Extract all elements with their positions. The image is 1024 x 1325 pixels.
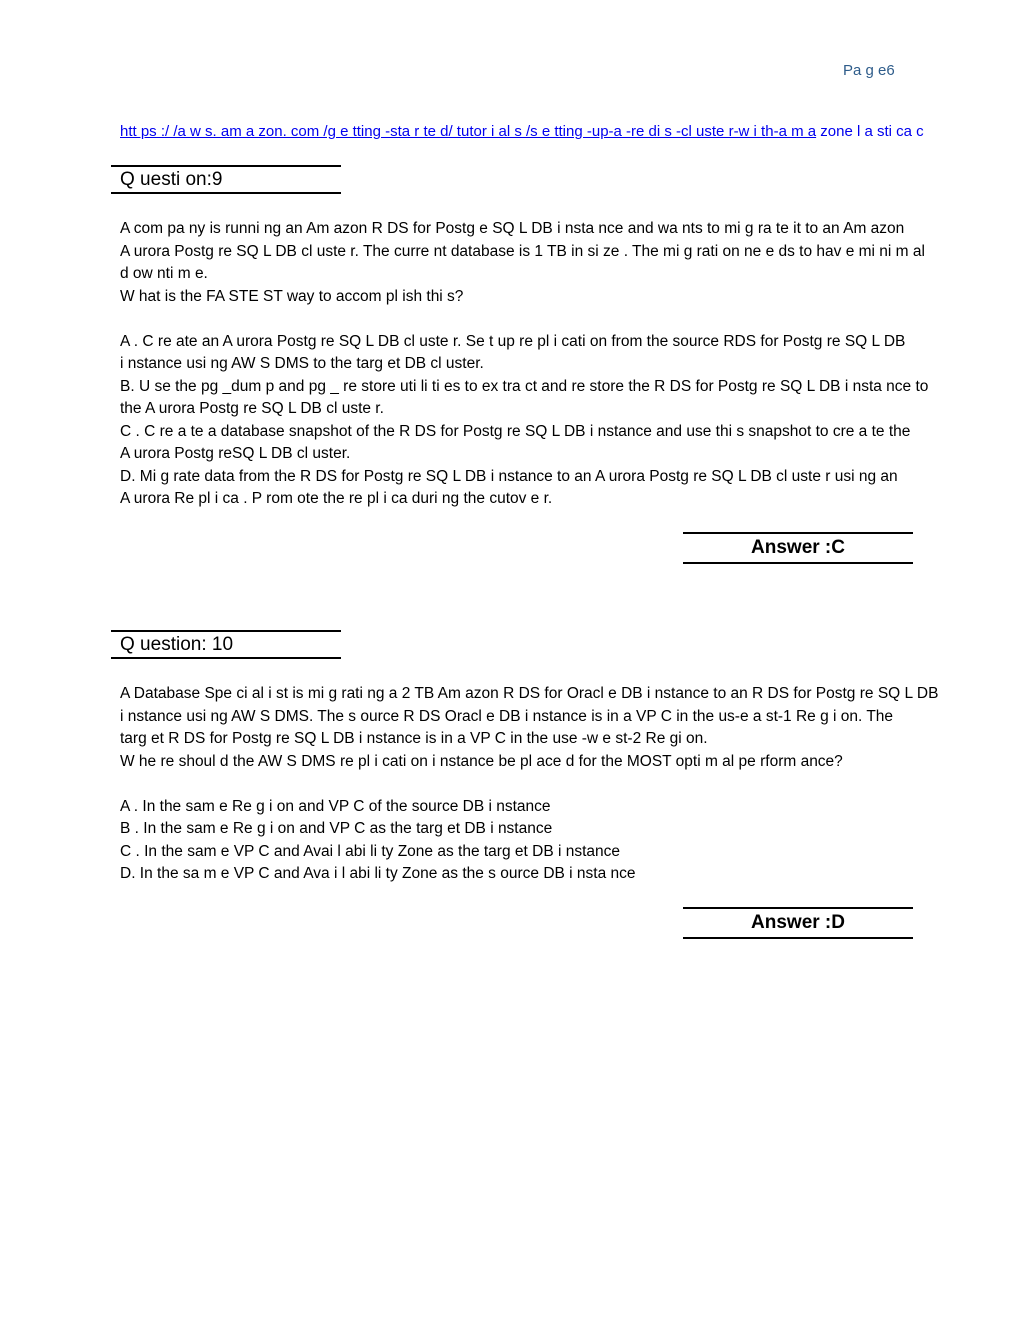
link-overflow-text[interactable]: zone l a sti ca c bbox=[816, 123, 924, 140]
question-heading: Q uestion: 10 bbox=[111, 630, 341, 659]
tutorial-link[interactable] bbox=[120, 123, 1024, 140]
answer-label: Answer :C bbox=[683, 532, 913, 564]
question-body: A Database Spe ci al i st is mi g rati ng a 2 TB Am azon R DS for Oracl e DB i nstance to an R DS for Postg re SQ L DB i nstance usi ng AW S DMS. The s ource R DS Oracl e DB i nstance is in a VP C in the us-e a st-1 Re g i on. The targ et R DS for Postg re SQ L DB i nstance is in a VP C in the use -w e st-2 Re gi on. W he re shoul d the AW S DMS re pl i cati on i nstance be pl ace d for the MOST opti m al pe rform ance? A . In the sam e Re g i on and VP C of the source DB i nstance B . In the sam e Re g i on and VP C as the targ et DB i nstance C . In the sam e VP C and Avai l abi li ty Zone as the targ et DB i nstance D. In the sa m e VP C and Ava i l abi li ty Zone as the s ource DB i nsta nce bbox=[120, 685, 939, 882]
question-body: A com pa ny is runni ng an Am azon R DS for Postg e SQ L DB i nsta nce and wa nts to mi g ra te it to an Am azon A urora Postg re SQ L DB cl uste r. The curre nt database is 1 TB in si ze . The mi g rati on ne e ds to hav e mi ni m al d ow nti m e. W hat is the FA STE ST way to accom pl ish thi s? A . C re ate an A urora Postg re SQ L DB cl uste r. Se t up re pl i cati on from the source RDS for Postg re SQ L DB i nstance usi ng AW S DMS to the targ et DB cl uster. B. U se the pg _dum p and pg _ re store uti li ti es to ex tra ct and re store the R DS for Postg re SQ L DB i nsta nce to the A urora Postg re SQ L DB cl uste r. C . C re a te a database snapshot of the R DS for Postg re SQ L DB i nstance and use thi s snapshot to cre a te the A urora Postg reSQ L DB cl uster. D. Mi g rate data from the R DS for Postg re SQ L DB i nstance to an A urora Postg re SQ L DB cl uste r usi ng an A urora Re pl i ca . P rom ote the re pl i ca duri ng the cutov e r. bbox=[120, 220, 929, 507]
answer-label: Answer :D bbox=[683, 907, 913, 939]
page-number: Pa g e6 bbox=[843, 62, 895, 79]
link-underlined-text[interactable]: htt ps :/ /a w s. am a zon. com /g e tting -sta r te d/ tutor i al s /s e tting -up-a -re di s -cl uste r-w i th-a m a bbox=[120, 123, 817, 140]
question-heading: Q uesti on:9 bbox=[111, 165, 341, 194]
